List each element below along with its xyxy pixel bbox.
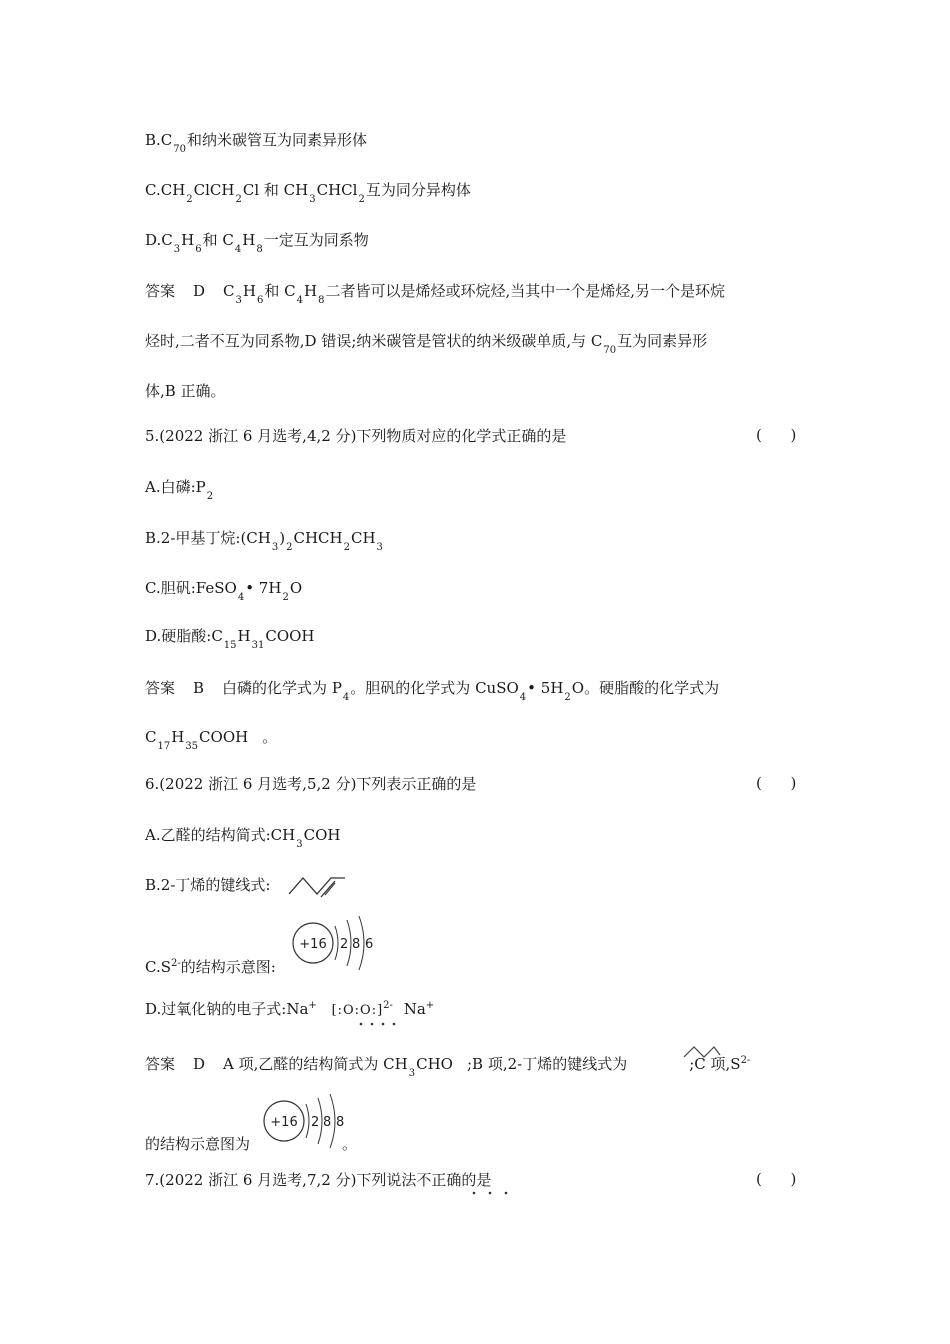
- nucleus-charge: +16: [299, 937, 327, 952]
- shell-1-electrons: 2: [340, 937, 349, 952]
- q5-option-a: A.白磷$:P_2$: [145, 478, 214, 502]
- answer-letter: B: [193, 679, 205, 697]
- skeletal-formula-option-b: [287, 872, 347, 898]
- q6-option-d: D.过氧化钠的电子式:Na+ [:O:O:]$^{2-}$ Na+: [145, 1000, 435, 1018]
- q4-answer-line-3: 体,B 正确。: [145, 382, 226, 400]
- q7-answer-bracket: ( ): [756, 1170, 797, 1188]
- q4-option-b: $B.C_{70}$和纳米碳管互为同素异形体: [145, 131, 368, 155]
- q4-answer-line-1: 答案 D $C_3H_6$和 $C_4H_8$二者皆可以是烯烃或环烷烃,当其中一个是烯烃,另一个是环烷: [145, 282, 726, 306]
- shell-3-electrons: 6: [365, 937, 374, 952]
- q6-option-c: $C.S^{2-}$的结构示意图:: [145, 958, 276, 976]
- q6-answer-line-1: 答案 D A 项,乙醛的结构简式为 $CH_3CHO$ ;B 项,2-丁烯的键线式为 ;C 项$,S^{2-}$: [145, 1055, 751, 1079]
- q4-answer-line-2: 烃时,二者不互为同系物,D 错误;纳米碳管是管状的纳米级碳单质,与 $C_{70}$互为同素异形: [145, 332, 708, 356]
- shell-2-electrons: 8: [323, 1115, 332, 1130]
- shell-2-electrons: 8: [352, 937, 361, 952]
- atomic-structure-diagram-answer: [262, 1090, 352, 1152]
- answer-label: 答案: [145, 679, 176, 697]
- emphasis-dots: [468, 1190, 518, 1198]
- q5-answer-line-1: 答案 B 白磷的化学式为 $P_4$。胆矾的化学式为 CuSO$_4$• $5H_2O$。硬脂酸的化学式为: [145, 679, 720, 703]
- q5-option-d: D.硬脂酸$:C_{15}H_{31}COOH$: [145, 627, 315, 651]
- peroxide-ion-electron-dot: [:O:O:]: [331, 1003, 384, 1018]
- q7-stem: 7.(2022 浙江 6 月选考,7,2 分)下列说法不正确的是: [145, 1171, 492, 1189]
- shell-3-electrons: 8: [336, 1115, 345, 1130]
- q6-answer-bracket: ( ): [756, 774, 797, 792]
- answer-letter: D: [193, 1055, 206, 1073]
- q4-option-d: $D.C_3H_6$和 $C_4H_8$一定互为同系物: [145, 231, 369, 255]
- q5-option-c: C.胆矾:FeSO$_4$• $7H_2O$: [145, 579, 303, 603]
- q5-option-b: B.2-甲基丁烷$:(CH_3)_2CHCH_2CH_3$: [145, 529, 383, 553]
- electron-dots-decoration: [355, 1020, 405, 1030]
- q6-stem: 6.(2022 浙江 6 月选考,5,2 分)下列表示正确的是: [145, 775, 477, 793]
- nucleus-charge: +16: [270, 1115, 298, 1130]
- q6-answer-line-2: 的结构示意图为 。: [145, 1135, 358, 1153]
- answer-label: 答案: [145, 1055, 176, 1073]
- shell-1-electrons: 2: [311, 1115, 320, 1130]
- answer-label: 答案: [145, 282, 176, 300]
- q5-answer-bracket: ( ): [756, 426, 797, 444]
- skeletal-formula-answer: [682, 1043, 722, 1063]
- answer-letter: D: [193, 282, 206, 300]
- q5-answer-line-2: $C_{17}H_{35}COOH$ 。: [145, 728, 278, 752]
- q6-option-b: B.2-丁烯的键线式:: [145, 876, 271, 894]
- q4-option-c: $C.CH_2ClCH_2Cl$ 和 $CH_3CHCl_2$互为同分异构体: [145, 181, 471, 205]
- atomic-structure-diagram-option-c: [291, 912, 381, 974]
- q6-option-a: A.乙醛的结构简式$:CH_3COH$: [145, 826, 341, 850]
- q5-stem: 5.(2022 浙江 6 月选考,4,2 分)下列物质对应的化学式正确的是: [145, 427, 567, 445]
